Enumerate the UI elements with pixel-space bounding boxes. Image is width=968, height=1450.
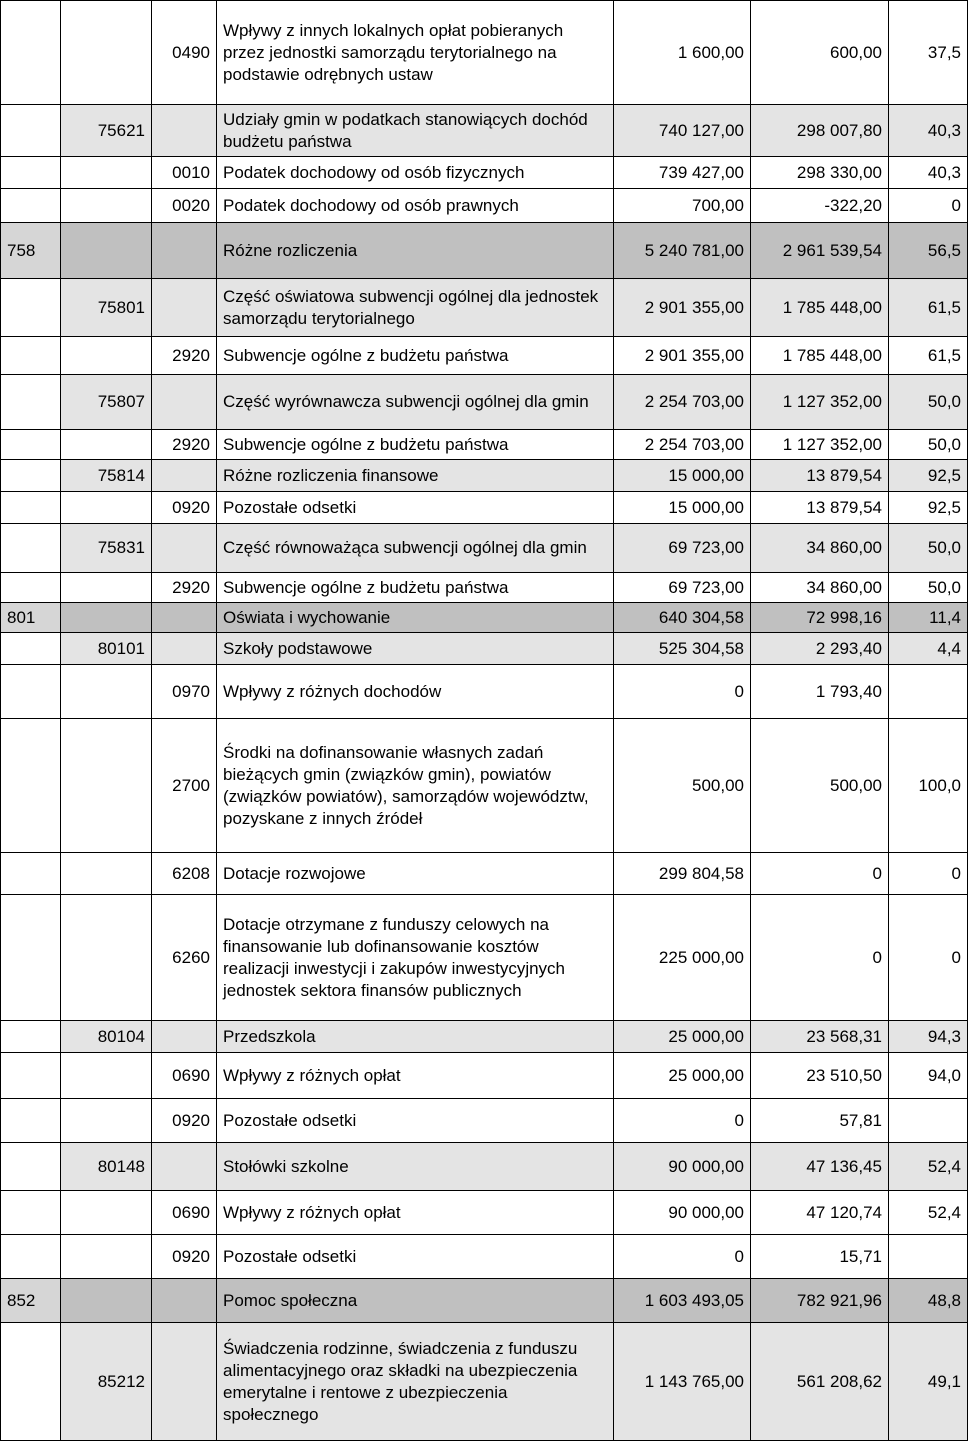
dzial-code-cell	[1, 853, 61, 895]
item-name-cell: Pomoc społeczna	[217, 1279, 614, 1323]
paragraf-code-cell: 0690	[152, 1191, 217, 1235]
table-row	[1, 223, 968, 279]
item-name-cell: Dotacje otrzymane z funduszy celowych na finansowanie lub dofinansowanie kosztów realizacji inwestycji i zakupów inwestycyjnych jednostek sektora finansów publicznych	[217, 895, 614, 1021]
rozdzial-code-cell: 75801	[61, 279, 152, 337]
executed-amount-cell: 47 120,74	[751, 1191, 889, 1235]
table-row	[1, 105, 968, 157]
execution-percent-cell: 11,4	[889, 603, 968, 633]
table-row	[1, 1279, 968, 1323]
paragraf-code-cell	[152, 279, 217, 337]
execution-percent-cell: 100,0	[889, 719, 968, 853]
execution-percent-cell: 49,1	[889, 1323, 968, 1441]
item-name-cell: Wpływy z innych lokalnych opłat pobieranych przez jednostki samorządu terytorialnego na podstawie odrębnych ustaw	[217, 1, 614, 105]
executed-amount-cell: 23 510,50	[751, 1053, 889, 1099]
executed-amount-cell: 298 007,80	[751, 105, 889, 157]
rozdzial-code-cell	[61, 337, 152, 375]
planned-amount-cell: 15 000,00	[614, 460, 751, 492]
table-row	[1, 1323, 968, 1441]
item-name-cell: Część wyrównawcza subwencji ogólnej dla gmin	[217, 375, 614, 430]
dzial-code-cell	[1, 157, 61, 189]
paragraf-code-cell	[152, 1021, 217, 1053]
execution-percent-cell	[889, 1099, 968, 1143]
executed-amount-cell: 13 879,54	[751, 460, 889, 492]
dzial-code-cell	[1, 633, 61, 665]
planned-amount-cell: 740 127,00	[614, 105, 751, 157]
item-name-cell: Udziały gmin w podatkach stanowiących dochód budżetu państwa	[217, 105, 614, 157]
paragraf-code-cell: 6260	[152, 895, 217, 1021]
executed-amount-cell: 0	[751, 895, 889, 1021]
rozdzial-code-cell	[61, 573, 152, 603]
item-name-cell: Podatek dochodowy od osób fizycznych	[217, 157, 614, 189]
planned-amount-cell: 0	[614, 1099, 751, 1143]
rozdzial-code-cell	[61, 895, 152, 1021]
dzial-code-cell	[1, 895, 61, 1021]
table-row	[1, 1235, 968, 1279]
planned-amount-cell: 225 000,00	[614, 895, 751, 1021]
paragraf-code-cell: 0920	[152, 1099, 217, 1143]
rozdzial-code-cell	[61, 1191, 152, 1235]
paragraf-code-cell	[152, 1279, 217, 1323]
dzial-code-cell	[1, 1, 61, 105]
table-row	[1, 853, 968, 895]
executed-amount-cell: 1 785 448,00	[751, 337, 889, 375]
dzial-code-cell	[1, 665, 61, 719]
dzial-code-cell	[1, 492, 61, 524]
rozdzial-code-cell: 75831	[61, 524, 152, 573]
dzial-code-cell	[1, 1021, 61, 1053]
executed-amount-cell: 1 793,40	[751, 665, 889, 719]
item-name-cell: Środki na dofinansowanie własnych zadań bieżących gmin (związków gmin), powiatów (związków powiatów), samorządów województw, pozyskane z innych źródeł	[217, 719, 614, 853]
dzial-code-cell	[1, 279, 61, 337]
executed-amount-cell: 1 127 352,00	[751, 430, 889, 460]
executed-amount-cell: 1 785 448,00	[751, 279, 889, 337]
rozdzial-code-cell	[61, 1, 152, 105]
planned-amount-cell: 0	[614, 1235, 751, 1279]
paragraf-code-cell: 2920	[152, 337, 217, 375]
paragraf-code-cell: 0010	[152, 157, 217, 189]
execution-percent-cell: 94,0	[889, 1053, 968, 1099]
execution-percent-cell: 92,5	[889, 492, 968, 524]
executed-amount-cell: 561 208,62	[751, 1323, 889, 1441]
table-row	[1, 665, 968, 719]
planned-amount-cell: 5 240 781,00	[614, 223, 751, 279]
planned-amount-cell: 90 000,00	[614, 1191, 751, 1235]
dzial-code-cell	[1, 375, 61, 430]
table-row	[1, 603, 968, 633]
executed-amount-cell: 72 998,16	[751, 603, 889, 633]
rozdzial-code-cell	[61, 430, 152, 460]
executed-amount-cell: 1 127 352,00	[751, 375, 889, 430]
table-row	[1, 375, 968, 430]
paragraf-code-cell	[152, 375, 217, 430]
item-name-cell: Świadczenia rodzinne, świadczenia z funduszu alimentacyjnego oraz składki na ubezpieczenia emerytalne i rentowe z ubezpieczenia społecznego	[217, 1323, 614, 1441]
rozdzial-code-cell	[61, 1235, 152, 1279]
planned-amount-cell: 25 000,00	[614, 1053, 751, 1099]
paragraf-code-cell: 0920	[152, 492, 217, 524]
dzial-code-cell: 801	[1, 603, 61, 633]
rozdzial-code-cell: 85212	[61, 1323, 152, 1441]
paragraf-code-cell: 2920	[152, 430, 217, 460]
item-name-cell: Wpływy z różnych opłat	[217, 1053, 614, 1099]
table-row	[1, 633, 968, 665]
planned-amount-cell: 2 901 355,00	[614, 279, 751, 337]
planned-amount-cell: 500,00	[614, 719, 751, 853]
paragraf-code-cell: 2920	[152, 573, 217, 603]
dzial-code-cell	[1, 430, 61, 460]
table-row	[1, 1143, 968, 1191]
executed-amount-cell: 34 860,00	[751, 573, 889, 603]
planned-amount-cell: 69 723,00	[614, 573, 751, 603]
executed-amount-cell: 298 330,00	[751, 157, 889, 189]
execution-percent-cell: 48,8	[889, 1279, 968, 1323]
planned-amount-cell: 299 804,58	[614, 853, 751, 895]
dzial-code-cell	[1, 1099, 61, 1143]
planned-amount-cell: 700,00	[614, 189, 751, 223]
rozdzial-code-cell	[61, 719, 152, 853]
item-name-cell: Stołówki szkolne	[217, 1143, 614, 1191]
item-name-cell: Dotacje rozwojowe	[217, 853, 614, 895]
rozdzial-code-cell: 80101	[61, 633, 152, 665]
item-name-cell: Część oświatowa subwencji ogólnej dla jednostek samorządu terytorialnego	[217, 279, 614, 337]
executed-amount-cell: 600,00	[751, 1, 889, 105]
paragraf-code-cell	[152, 105, 217, 157]
execution-percent-cell: 0	[889, 853, 968, 895]
execution-percent-cell: 61,5	[889, 279, 968, 337]
planned-amount-cell: 1 143 765,00	[614, 1323, 751, 1441]
executed-amount-cell: 57,81	[751, 1099, 889, 1143]
execution-percent-cell: 40,3	[889, 105, 968, 157]
rozdzial-code-cell: 75814	[61, 460, 152, 492]
executed-amount-cell: -322,20	[751, 189, 889, 223]
paragraf-code-cell	[152, 633, 217, 665]
execution-percent-cell: 4,4	[889, 633, 968, 665]
execution-percent-cell	[889, 665, 968, 719]
planned-amount-cell: 0	[614, 665, 751, 719]
planned-amount-cell: 90 000,00	[614, 1143, 751, 1191]
rozdzial-code-cell: 75807	[61, 375, 152, 430]
rozdzial-code-cell	[61, 492, 152, 524]
table-row	[1, 460, 968, 492]
table-row	[1, 524, 968, 573]
rozdzial-code-cell: 80104	[61, 1021, 152, 1053]
execution-percent-cell: 50,0	[889, 430, 968, 460]
dzial-code-cell	[1, 189, 61, 223]
table-row	[1, 1053, 968, 1099]
item-name-cell: Subwencje ogólne z budżetu państwa	[217, 337, 614, 375]
dzial-code-cell	[1, 1143, 61, 1191]
planned-amount-cell: 69 723,00	[614, 524, 751, 573]
planned-amount-cell: 25 000,00	[614, 1021, 751, 1053]
dzial-code-cell	[1, 105, 61, 157]
executed-amount-cell: 15,71	[751, 1235, 889, 1279]
table-row	[1, 492, 968, 524]
executed-amount-cell: 782 921,96	[751, 1279, 889, 1323]
table-row	[1, 279, 968, 337]
rozdzial-code-cell	[61, 665, 152, 719]
item-name-cell: Szkoły podstawowe	[217, 633, 614, 665]
executed-amount-cell: 23 568,31	[751, 1021, 889, 1053]
execution-percent-cell: 40,3	[889, 157, 968, 189]
rozdzial-code-cell	[61, 603, 152, 633]
table-row	[1, 1191, 968, 1235]
dzial-code-cell	[1, 1323, 61, 1441]
paragraf-code-cell	[152, 1323, 217, 1441]
paragraf-code-cell	[152, 1143, 217, 1191]
execution-percent-cell: 37,5	[889, 1, 968, 105]
table-row	[1, 895, 968, 1021]
planned-amount-cell: 15 000,00	[614, 492, 751, 524]
paragraf-code-cell: 2700	[152, 719, 217, 853]
planned-amount-cell: 2 254 703,00	[614, 430, 751, 460]
planned-amount-cell: 640 304,58	[614, 603, 751, 633]
execution-percent-cell: 52,4	[889, 1143, 968, 1191]
paragraf-code-cell: 0490	[152, 1, 217, 105]
planned-amount-cell: 2 901 355,00	[614, 337, 751, 375]
table-row	[1, 189, 968, 223]
execution-percent-cell: 50,0	[889, 573, 968, 603]
planned-amount-cell: 1 603 493,05	[614, 1279, 751, 1323]
item-name-cell: Oświata i wychowanie	[217, 603, 614, 633]
item-name-cell: Wpływy z różnych opłat	[217, 1191, 614, 1235]
dzial-code-cell	[1, 524, 61, 573]
budget-table-body	[1, 1, 968, 1441]
executed-amount-cell: 13 879,54	[751, 492, 889, 524]
item-name-cell: Podatek dochodowy od osób prawnych	[217, 189, 614, 223]
dzial-code-cell: 852	[1, 1279, 61, 1323]
paragraf-code-cell	[152, 460, 217, 492]
paragraf-code-cell	[152, 223, 217, 279]
item-name-cell: Część równoważąca subwencji ogólnej dla gmin	[217, 524, 614, 573]
executed-amount-cell: 2 293,40	[751, 633, 889, 665]
rozdzial-code-cell	[61, 853, 152, 895]
execution-percent-cell: 50,0	[889, 375, 968, 430]
item-name-cell: Wpływy z różnych dochodów	[217, 665, 614, 719]
table-row	[1, 337, 968, 375]
dzial-code-cell	[1, 1053, 61, 1099]
execution-percent-cell: 0	[889, 895, 968, 1021]
dzial-code-cell	[1, 337, 61, 375]
paragraf-code-cell: 6208	[152, 853, 217, 895]
rozdzial-code-cell	[61, 189, 152, 223]
planned-amount-cell: 2 254 703,00	[614, 375, 751, 430]
table-row	[1, 1021, 968, 1053]
executed-amount-cell: 34 860,00	[751, 524, 889, 573]
planned-amount-cell: 1 600,00	[614, 1, 751, 105]
planned-amount-cell: 739 427,00	[614, 157, 751, 189]
executed-amount-cell: 500,00	[751, 719, 889, 853]
paragraf-code-cell: 0690	[152, 1053, 217, 1099]
execution-percent-cell	[889, 1235, 968, 1279]
execution-percent-cell: 94,3	[889, 1021, 968, 1053]
dzial-code-cell: 758	[1, 223, 61, 279]
item-name-cell: Różne rozliczenia finansowe	[217, 460, 614, 492]
executed-amount-cell: 47 136,45	[751, 1143, 889, 1191]
paragraf-code-cell	[152, 603, 217, 633]
table-row	[1, 1, 968, 105]
execution-percent-cell: 0	[889, 189, 968, 223]
execution-percent-cell: 92,5	[889, 460, 968, 492]
paragraf-code-cell: 0020	[152, 189, 217, 223]
item-name-cell: Pozostałe odsetki	[217, 1235, 614, 1279]
rozdzial-code-cell	[61, 1053, 152, 1099]
dzial-code-cell	[1, 460, 61, 492]
item-name-cell: Subwencje ogólne z budżetu państwa	[217, 573, 614, 603]
rozdzial-code-cell	[61, 1099, 152, 1143]
rozdzial-code-cell	[61, 1279, 152, 1323]
item-name-cell: Przedszkola	[217, 1021, 614, 1053]
rozdzial-code-cell: 80148	[61, 1143, 152, 1191]
table-row	[1, 430, 968, 460]
table-row	[1, 1099, 968, 1143]
paragraf-code-cell	[152, 524, 217, 573]
executed-amount-cell: 0	[751, 853, 889, 895]
table-row	[1, 719, 968, 853]
table-row	[1, 573, 968, 603]
item-name-cell: Pozostałe odsetki	[217, 492, 614, 524]
executed-amount-cell: 2 961 539,54	[751, 223, 889, 279]
table-row	[1, 157, 968, 189]
dzial-code-cell	[1, 573, 61, 603]
execution-percent-cell: 61,5	[889, 337, 968, 375]
paragraf-code-cell: 0970	[152, 665, 217, 719]
item-name-cell: Pozostałe odsetki	[217, 1099, 614, 1143]
dzial-code-cell	[1, 1235, 61, 1279]
execution-percent-cell: 56,5	[889, 223, 968, 279]
execution-percent-cell: 52,4	[889, 1191, 968, 1235]
planned-amount-cell: 525 304,58	[614, 633, 751, 665]
dzial-code-cell	[1, 719, 61, 853]
paragraf-code-cell: 0920	[152, 1235, 217, 1279]
rozdzial-code-cell	[61, 157, 152, 189]
rozdzial-code-cell: 75621	[61, 105, 152, 157]
rozdzial-code-cell	[61, 223, 152, 279]
item-name-cell: Różne rozliczenia	[217, 223, 614, 279]
execution-percent-cell: 50,0	[889, 524, 968, 573]
item-name-cell: Subwencje ogólne z budżetu państwa	[217, 430, 614, 460]
dzial-code-cell	[1, 1191, 61, 1235]
